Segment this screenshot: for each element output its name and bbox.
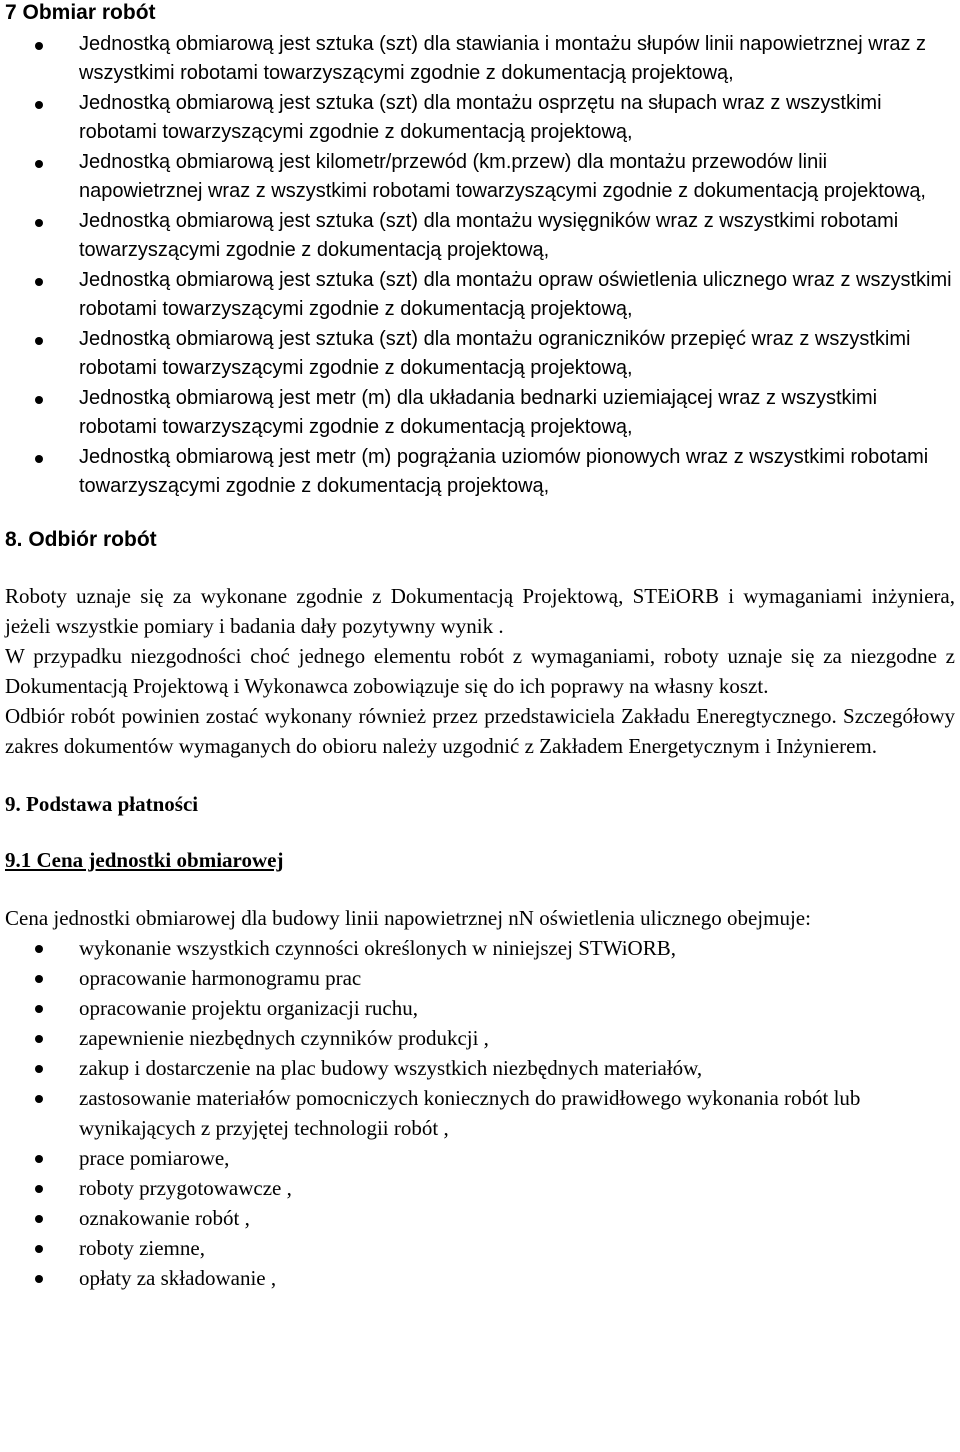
list-item: roboty przygotowawcze ,	[5, 1173, 955, 1203]
list-item: zapewnienie niezbędnych czynników produkcji ,	[5, 1023, 955, 1053]
paragraph: W przypadku niezgodności choć jednego elementu robót z wymaganiami, roboty uznaje się za niezgodne z Dokumentacją Projektową i Wykonawca zobowiązuje się do ich poprawy na własny koszt.	[5, 644, 955, 698]
list-item: opracowanie projektu organizacji ruchu,	[5, 993, 955, 1023]
list-item: Jednostką obmiarową jest sztuka (szt) dla montażu opraw oświetlenia ulicznego wraz z wszystkimi robotami towarzyszącymi zgodnie z dokumentacją projektową,	[5, 266, 955, 324]
list-item: Jednostką obmiarową jest sztuka (szt) dla montażu osprzętu na słupach wraz z wszystkimi robotami towarzyszącymi zgodnie z dokumentacją projektową,	[5, 89, 955, 147]
paragraph: Roboty uznaje się za wykonane zgodnie z Dokumentacją Projektową, STEiORB i wymaganiami inżyniera, jeżeli wszystkie pomiary i badania dały pozytywny wynik .	[5, 584, 955, 638]
section-9-title: 9. Podstawa płatności	[5, 792, 199, 816]
section-7-title: 7 Obmiar robót	[5, 1, 156, 24]
list-item: Jednostką obmiarową jest metr (m) pogrążania uziomów pionowych wraz z wszystkimi robotami towarzyszącymi zgodnie z dokumentacją projektową,	[5, 443, 955, 501]
list-item: roboty ziemne,	[5, 1233, 955, 1263]
list-item: wykonanie wszystkich czynności określonych w niniejszej STWiORB,	[5, 933, 955, 963]
list-item: Jednostką obmiarową jest metr (m) dla układania bednarki uziemiającej wraz z wszystkimi robotami towarzyszącymi zgodnie z dokumentacją projektową,	[5, 384, 955, 442]
list-item: oznakowanie robót ,	[5, 1203, 955, 1233]
list-item: zakup i dostarczenie na plac budowy wszystkich niezbędnych materiałów,	[5, 1053, 955, 1083]
section-8-body	[5, 581, 955, 761]
list-item: zastosowanie materiałów pomocniczych koniecznych do prawidłowego wykonania robót lub wynikających z przyjętej technologii robót ,	[5, 1083, 955, 1143]
section-8-title: 8. Odbiór robót	[5, 528, 157, 551]
list-item: prace pomiarowe,	[5, 1143, 955, 1173]
list-item: Jednostką obmiarową jest kilometr/przewód (km.przew) dla montażu przewodów linii napowietrznej wraz z wszystkimi robotami towarzyszącymi zgodnie z dokumentacją projektową,	[5, 148, 955, 206]
section-9-intro: Cena jednostki obmiarowej dla budowy linii napowietrznej nN oświetlenia ulicznego obejmuje:	[5, 906, 811, 930]
section-9-1-title: 9.1 Cena jednostki obmiarowej	[5, 848, 284, 872]
section-7-list	[5, 30, 955, 501]
list-item: opłaty za składowanie ,	[5, 1263, 955, 1293]
paragraph: Odbiór robót powinien zostać wykonany również przez przedstawiciela Zakładu Eneregtycznego. Szczegółowy zakres dokumentów wymaganych do obioru należy uzgodnić z Zakładem Energetycznym i Inżynierem.	[5, 704, 955, 758]
document-page	[5, 0, 955, 1293]
list-item: Jednostką obmiarową jest sztuka (szt) dla montażu ograniczników przepięć wraz z wszystkimi robotami towarzyszącymi zgodnie z dokumentacją projektową,	[5, 325, 955, 383]
list-item: opracowanie harmonogramu prac	[5, 963, 955, 993]
section-9-list	[5, 933, 955, 1293]
list-item: Jednostką obmiarową jest sztuka (szt) dla stawiania i montażu słupów linii napowietrznej wraz z wszystkimi robotami towarzyszącymi zgodnie z dokumentacją projektową,	[5, 30, 955, 88]
list-item: Jednostką obmiarową jest sztuka (szt) dla montażu wysięgników wraz z wszystkimi robotami towarzyszącymi zgodnie z dokumentacją projektową,	[5, 207, 955, 265]
